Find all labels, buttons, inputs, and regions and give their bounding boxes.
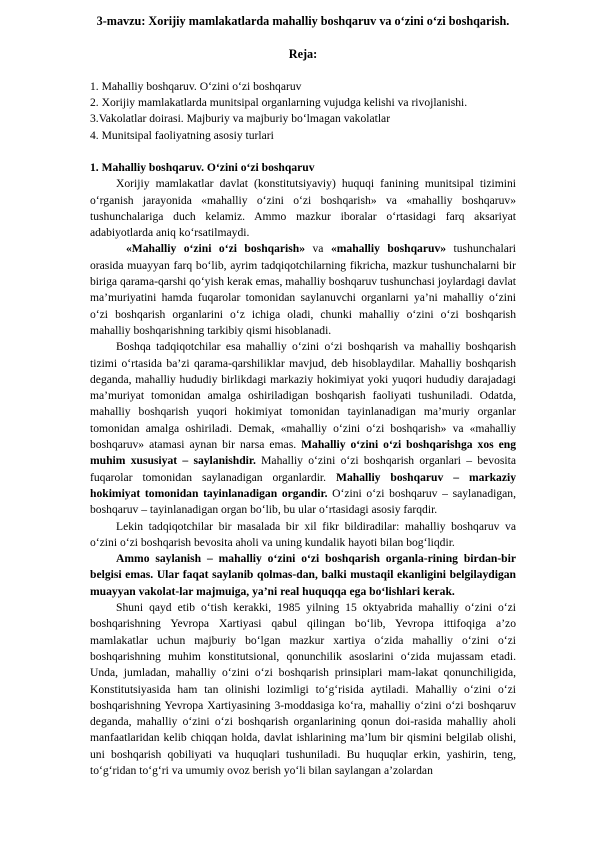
paragraph-text: Boshqa tadqiqotchilar esa mahalliy o‘zini o‘zi boshqarish va mahalliy boshqarish tizimi o‘rtasida ba’zi qarama-qarshiliklar mavjud, deb hisoblaydilar. Mahalliy boshqarish deganda, mahalliy hududiy birlikdagi markaziy hokimiyat yoki yuqori hududiy darajadagi ma’muriyat tomonidan amalga oshiriladigan boshqarish faoliyati tushuniladi. Odatda, mahalliy boshqarish yuqori hokimiyat tomonidan tayinlanadigan ma’muriy organlar tomonidan amalga oshiriladi. Demak, «mahalliy o‘zini o‘zi boshqarish» va «mahalliy boshqaruv» atamasi aynan bir narsa emas. bbox=[90, 340, 516, 452]
plan-item: 3.Vakolatlar doirasi. Majburiy va majburiy bo‘lmagan vakolatlar bbox=[90, 112, 391, 126]
term-bold: «Mahalliy o‘zini o‘zi boshqarish» bbox=[126, 242, 306, 256]
paragraph-text: O‘zini o‘zi boshqaruv – saylanadigan, boshqaruv – tayinlanadigan organ bo‘lib, bu ular o‘rtasidagi asosiy farqdir. bbox=[90, 486, 516, 517]
section-heading: 1. Mahalliy boshqaruv. O‘zini o‘zi boshqaruv bbox=[90, 161, 315, 174]
plan-item: 1. Mahalliy boshqaruv. O‘zini o‘zi boshqaruv bbox=[90, 80, 302, 93]
emphasis-bold: Mahalliy o‘zini o‘zi boshqarishga xos eng muhim xususiyat – saylanishdir. bbox=[90, 438, 516, 468]
plan-item: 4. Munitsipal faoliyatning asosiy turlari bbox=[90, 128, 274, 142]
paragraph-bold bbox=[90, 551, 516, 600]
plan-heading: Reja: bbox=[288, 47, 318, 61]
paragraph-text: tushunchalari orasida muayyan farq bo‘lib, ayrim tadqiqotchilarning fikricha, mazkur tushunchalarni bir biriga qarama-qarshi qo‘yish kerak emas, mahalliy boshqaruv tushunchasi joylardagi davlat ma’muriyatini hamda fuqarolar tomonidan saylanuvchi organlarni ya’ni mahalliy o‘zini o‘zi boshqarish organlarini o‘z ichiga oladi, chunki mahalliy o‘zini o‘zi boshqarish mahalliy boshqarishning tarkibiy qismi hisoblanadi. bbox=[90, 242, 516, 337]
page-title: 3-mavzu: Xorijiy mamlakatlarda mahalliy boshqaruv va o‘zini o‘zi boshqarish. bbox=[96, 14, 510, 28]
document-body bbox=[90, 160, 516, 779]
paragraph: Shuni qayd etib o‘tish kerakki, 1985 yilning 15 oktyabrida mahalliy o‘zini o‘zi boshqarishning Yevropa Xartiyasi qabul qilingan bo‘lib, Yevropa ittifoqiga a’zo mamlakatlar uchun majburiy bo‘lgan mazkur xartiya o‘zida mahalliy o‘zini o‘zi boshqarishning muhim konstitutsional, qonunchilik asoslarini o‘zida mujassam etadi. Unda, jumladan, mahalliy o‘zini o‘zi boshqarish prinsiplari mam-lakat qonunchiligida, Konstitutsiyasida ham tan olinishi lozimligi to‘g‘risida aytiladi. Mahalliy o‘zini o‘zi boshqarishning Yevropa Xartiyasining 3-moddasiga ko‘ra, mahalliy o‘zini o‘zi boshqaruv deganda, mahalliy o‘zini o‘zi boshqarish organlarining qonun doi-rasida mahalliy aholi manfaatlaridan kelib chiqqan holda, davlat ishlarining ma’lum bir qismini belgilab olishi, uni boshqarish qobiliyati va huquqlari tushuniladi. Bu huquqlar erkin, yashirin, teng, to‘g‘ridan to‘g‘ri va umumiy ovoz berish yo‘li bilan saylangan a’zolardan bbox=[90, 601, 516, 777]
paragraph-text: va bbox=[305, 242, 331, 256]
paragraph bbox=[90, 339, 516, 518]
paragraph bbox=[90, 241, 516, 339]
paragraph: Xorijiy mamlakatlar davlat (konstitutsiyaviy) huquqi fanining munitsipal tizimini o‘rganish jarayonida «mahalliy o‘zini o‘zi boshqarish» va «mahalliy boshqaruv» tushunchalariga duch kelamiz. Ammo mazkur iboralar o‘rtasidagi farq aksariyat adabiyotlarda aniq ko‘rsatilmaydi. bbox=[90, 177, 516, 240]
term-bold: «mahalliy boshqaruv» bbox=[330, 242, 447, 256]
plan-list bbox=[90, 79, 530, 144]
emphasis-bold: Mahalliy boshqaruv – markaziy hokimiyat tomonidan tayinlanadigan organdir. bbox=[90, 470, 516, 500]
paragraph: Lekin tadqiqotchilar bir masalada bir xil fikr bildiradilar: mahalliy boshqaruv va o‘zini o‘zi boshqarish bevosita aholi va uning kundalik hayoti bilan bog‘liqdir. bbox=[90, 519, 516, 549]
emphasis-bold: Ammo saylanish – mahalliy o‘zini o‘zi boshqarish organla-rining birdan-bir belgisi emas. Ular faqat saylanib qolmas-dan, balki mustaqil ekanligini belgilaydigan muayyan vakolat-lar majmuiga, ya’ni real huquqqa ega bo‘lishlari kerak. bbox=[90, 552, 516, 598]
plan-item: 2. Xorijiy mamlakatlarda munitsipal organlarning vujudga kelishi va rivojlanishi. bbox=[90, 96, 468, 110]
paragraph-text: Mahalliy o‘zini o‘zi boshqarish organlari – bevosita fuqarolar tomonidan saylanadigan organlardir. bbox=[90, 454, 516, 484]
